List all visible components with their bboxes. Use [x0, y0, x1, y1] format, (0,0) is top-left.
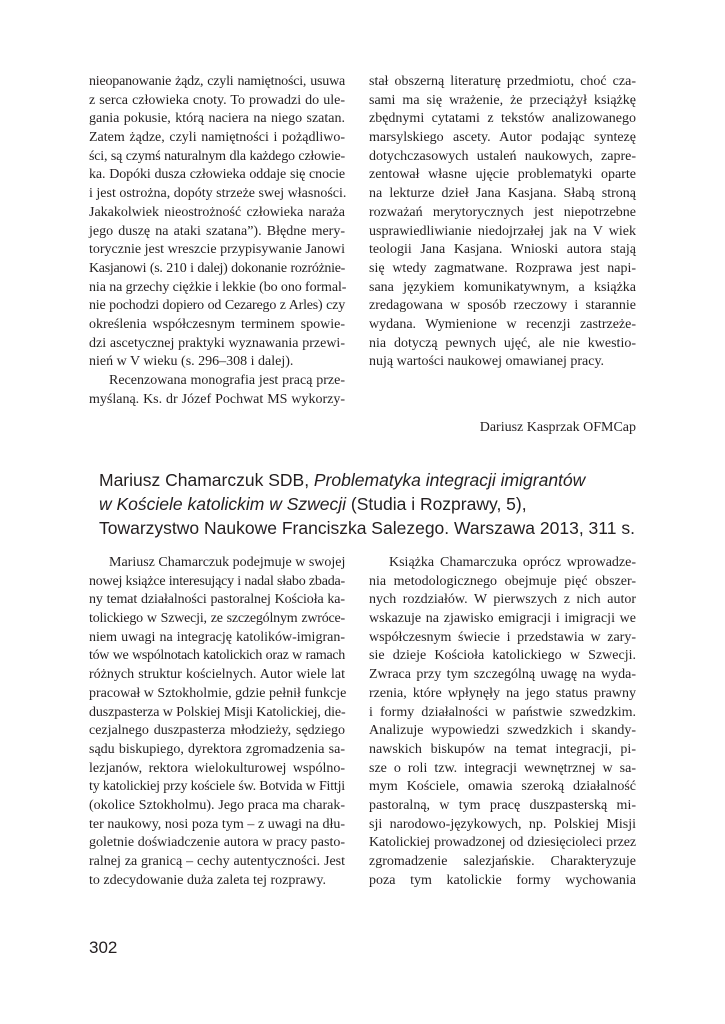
text-line: dotychczasowych ustaleń naukowych, zapre- [369, 148, 636, 164]
text-line: nia metodologicznego obejmuje pięć obszer- [369, 573, 636, 589]
text-line: z serca człowieka cnoty. To prowadzi do ule- [89, 92, 345, 108]
text-line: pracował w Sztokholmie, gdzie pełnił funkcje [89, 685, 347, 701]
text-line: Jakakolwiek nieostrożność człowieka naraża [89, 204, 345, 220]
text-line: nych rozdziałów. W pierwszych z nich autor [369, 592, 636, 608]
text-line: nień w V wieku (s. 296–308 i dalej). [89, 354, 294, 370]
text-line: sami ma się wrażenie, że przeciążył książkę [369, 92, 636, 108]
text-line: lezjanów, rektora wielokulturowej wspólno- [89, 760, 345, 776]
text-line: wskazuje na zjawisko emigracji i imigracji we [369, 611, 636, 627]
text-line: się wtedy zagmatwane. Rozprawa jest napi- [369, 260, 636, 276]
text-line: sze o roli tzw. integracji wewnętrznej w sa- [369, 760, 636, 776]
text-line: dzi ascetycznej praktyki wyznawania przewi- [89, 335, 345, 351]
text-line: marsylskiego ascety. Autor podając syntezę [369, 130, 636, 146]
text-line: teologii Jana Kasjana. Wnioski autora stają [369, 242, 636, 258]
text-line: mym Kościele, omawia szeroką działalność [369, 779, 636, 795]
text-line: rozważań merytorycznych jest niepotrzebne [369, 204, 636, 220]
text-line: tolickiego w Szwecji, ze szczególnym zwróce- [89, 611, 345, 627]
text-line: goletnie doświadczenie autora w pracy pasto- [89, 835, 345, 851]
text-line: ny temat działalności pastoralnej Kościoła ka- [89, 592, 345, 608]
text-line: na lekturze dzieł Jana Kasjana. Słabą stroną [369, 186, 636, 202]
book-title-part1: Problematyka integracji imigrantów [313, 470, 586, 490]
text-line: zentował własne ujęcie problematyki oparte [369, 167, 636, 183]
review-text-column-right [369, 73, 636, 372]
page-number: 302 [89, 938, 118, 957]
text-line: sie dzieje Kościoła katolickiego w Szwecji. [369, 648, 636, 664]
text-line: duszpasterza w Polskiej Misji Katolickiej, die- [89, 704, 346, 720]
text-line: usprawiedliwianie niedojrzałej jak na V wiek [369, 223, 636, 239]
text-line: ty katolickiej przy kościele św. Botvida w Fittji [89, 779, 345, 795]
text-line: nieopanowanie żądz, czyli namiętności, usuwa [89, 74, 345, 89]
text-line: nia dotyczą pewnych ujęć, ale nie kwestio- [369, 335, 636, 351]
text-line: rzenia, które wpłynęły na jego status prawny [369, 685, 636, 701]
text-line: sji narodowo-językowych, np. Polskiej Misji [369, 816, 636, 832]
text-line: gania pokusie, którą naciera na niego szatan. [89, 111, 345, 127]
text-line: pastoralną, w tym pracę duszpasterską mi- [369, 797, 636, 813]
text-line: ka. Dopóki dusza człowieka oddaje się cnocie [89, 167, 345, 183]
review2-text-column-left [89, 554, 345, 890]
text-line: Zatem żądze, czyli namiętności i pożądliwo- [89, 130, 345, 146]
text-line: zredagowana w sposób rzeczowy i starannie [369, 298, 636, 314]
text-line: Zwraca przy tym szczególną uwagę na wyda- [369, 667, 636, 683]
text-line: nie pochodzi dopiero od Cezarego z Arles) czy [89, 298, 345, 314]
book-author: Mariusz Chamarczuk SDB, [99, 470, 314, 490]
book-title-part2: w Kościele katolickim w Szwecji [99, 494, 347, 514]
text-line: współczesnym świecie i przedstawia w zary- [369, 629, 636, 645]
text-line: niem uwagi na integrację katolików-imigran- [89, 629, 345, 645]
text-line: ści, są czymś naturalnym dla każdego człowie- [89, 148, 345, 164]
book-publisher: Towarzystwo Naukowe Franciszka Salezego. Warszawa 2013, 311 s. [99, 518, 635, 538]
text-line: nia na grzechy ciężkie i lekkie (bo ono formal- [89, 279, 347, 295]
text-line: Kasjanowi (s. 210 i dalej) dokonanie rozróżnie- [89, 260, 345, 276]
text-line: Analizuje wypowiedzi szwedzkich i skandy- [369, 723, 636, 739]
text-line: ter naukowy, nosi poza tym – z uwagi na dłu- [89, 816, 345, 832]
text-line: tów we wspólnotach katolickich oraz w ramach [89, 648, 345, 664]
text-line: Mariusz Chamarczuk podejmuje w swojej [109, 555, 346, 570]
text-line: i jest ostrożna, dopóty strzeże swej własności. [89, 186, 347, 202]
book-series: (Studia i Rozprawy, 5), [346, 494, 527, 514]
text-line: ralnej za granicą – cechy autentyczności. Jest [89, 854, 345, 869]
text-line: sądu biskupiego, dyrektora zgromadzenia sa- [89, 741, 345, 757]
text-line: i formy działalności w państwie szwedzkim. [369, 704, 636, 720]
reviewer-signature: Dariusz Kasprzak OFMCap [479, 420, 636, 435]
book-review-heading [99, 468, 635, 540]
review-text-column-left [89, 73, 345, 409]
text-line: nowej książce interesujący i nadal słabo zbada- [89, 573, 345, 589]
text-line: Książka Chamarczuka oprócz wprowadze- [389, 555, 636, 570]
text-line: Recenzowana monografia jest pracą prze- [109, 373, 345, 388]
text-line: jego duszę na ataki szatana”). Błędne mery- [89, 223, 345, 239]
text-line: stał obszerną literaturę przedmiotu, choć cza- [369, 74, 636, 89]
review2-text-column-right [369, 554, 636, 890]
text-line: nawskich biskupów na temat integracji, pi- [369, 741, 636, 757]
text-line: różnych struktur kościelnych. Autor wiele lat [89, 667, 345, 683]
text-line: poza tym katolickie formy wychowania [369, 872, 636, 888]
text-line: sana językiem komunikatywnym, a książka [369, 279, 636, 295]
text-line: nują wartości naukowej omawianej pracy. [369, 354, 605, 370]
text-line: to zdecydowanie duża zaleta tej rozprawy. [89, 872, 326, 888]
text-line: zgromadzenie salezjańskie. Charakteryzuje [369, 854, 636, 869]
text-line: wydana. Wymienione w recenzji zastrzeże- [369, 316, 636, 332]
text-line: Katolickiej prowadzonej od dziesięcioleci przez [369, 835, 636, 851]
text-line: określenia współczesnym terminem spowie- [89, 316, 345, 332]
text-line: myślaną. Ks. dr Józef Pochwat MS wykorzy- [89, 391, 345, 407]
text-line: zbędnymi cytatami z tekstów analizowanego [369, 111, 636, 127]
text-line: cezjalnego duszpasterza młodzieży, sędziego [89, 723, 345, 739]
text-line: (okolice Sztokholmu). Jego praca ma charak- [89, 797, 345, 813]
text-line: torycznie jest wreszcie przypisywanie Janowi [89, 242, 345, 258]
